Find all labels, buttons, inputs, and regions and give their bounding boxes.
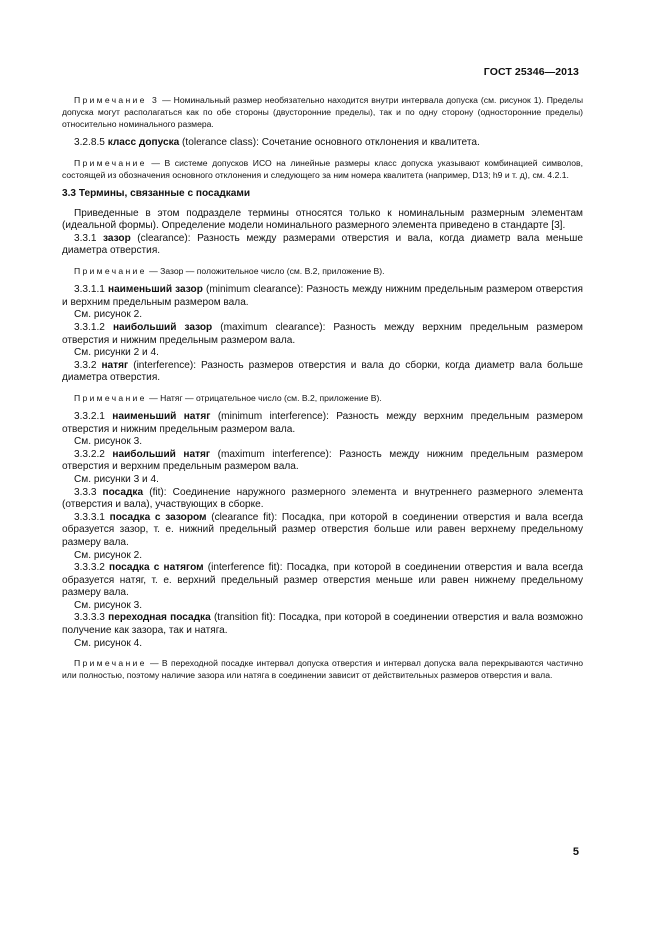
term-3-3-1-2: 3.3.1.2 наибольший зазор (maximum clearance): Разность между верхним предельным размером отверстия и нижним предельным размером вала.	[62, 321, 583, 346]
term-3-2-8-5: 3.2.8.5 класс допуска (tolerance class): Сочетание основного отклонения и квалитета.	[74, 137, 480, 149]
term-3-3-3-2: 3.3.3.2 посадка с натягом (interference fit): Посадка, при которой в соединении отверстия и вала всегда образуется натяг, т. е. верхний предельный размер отверстия меньше или равен нижнему предельному размеру вала.	[62, 562, 584, 599]
figure-reference: См. рисунки 3 и 4.	[74, 473, 159, 485]
term-3-3-2-2: 3.3.2.2 наибольший натяг (maximum interference): Разность между нижним предельным размером отверстия и верхним предельным размером вала.	[62, 448, 584, 473]
term-3-3-2: 3.3.2 натяг (interference): Разность размеров отверстия и вала до сборки, когда диаметр вала больше диаметра отверстия.	[62, 359, 583, 384]
figure-reference: См. рисунок 2.	[74, 549, 143, 561]
section-heading-3-3: 3.3 Термины, связанные с посадками	[62, 188, 251, 200]
term-3-3-3: 3.3.3 посадка (fit): Соединение наружного размерного элемента и внутреннего размерного элемента (отверстия и вала), участвующих в сборке.	[62, 486, 583, 511]
document-header: ГОСТ 25346—2013	[483, 66, 579, 78]
note-transition-fit: Примечание — В переходной посадке интервал допуска отверстия и интервал допуска вала перекрываются частично или полностью, поэтому наличие зазора или натяга в соединении зависит от действительных размеров отверстия и вала.	[62, 658, 584, 681]
note-label: Примечание	[74, 658, 147, 669]
term-3-3-2-1: 3.3.2.1 наименьший натяг (minimum interference): Разность между верхним предельным размером отверстия и нижним предельным размером вала.	[62, 410, 583, 435]
figure-reference: См. рисунок 2.	[74, 309, 143, 321]
note-clearance: Примечание — Зазор — положительное число (см. В.2, приложение В).	[74, 266, 385, 277]
note-3: Примечание 3 — Номинальный размер необязательно находится внутри интервала допуска (см. рисунок 1). Пределы допуска могут располагаться как по обе стороны (двусторонние пределы), так и по одну сторону (односторонние пределы) относительно номинального размера.	[62, 95, 583, 130]
note-label: Примечание 3	[74, 95, 160, 105]
note-label: Примечание	[74, 157, 147, 168]
term-3-3-1-1: 3.3.1.1 наименьший зазор (minimum clearance): Разность между нижним предельным размером отверстия и верхним предельным размером вала.	[62, 284, 583, 308]
note-interference: Примечание — Натяг — отрицательное число (см. В.2, приложение В).	[74, 392, 382, 403]
page-content	[62, 94, 583, 688]
term-3-3-1: 3.3.1 зазор (clearance): Разность между размерами отверстия и вала, когда диаметр вала меньше диаметра отверстия.	[62, 232, 583, 257]
term-3-3-3-1: 3.3.3.1 посадка с зазором (clearance fit): Посадка, при которой в соединении отверстия и вала всегда образуется зазор, т. е. нижний предельный размер отверстия больше или равен верхнему предельному размеру вала.	[62, 511, 583, 548]
figure-reference: См. рисунок 3.	[74, 436, 143, 448]
figure-reference: См. рисунок 4.	[74, 637, 143, 649]
term-3-3-3-3: 3.3.3.3 переходная посадка (transition fit): Посадка, при которой в соединении отверстия и вала возможно получение как зазора, так и натяга.	[62, 612, 583, 637]
note-label: Примечание	[74, 392, 147, 403]
page-number: 5	[572, 846, 579, 858]
note-tolerance-class: Примечание — В системе допусков ИСО на линейные размеры класс допуска указывают комбинацией символов, состоящей из обозначения основного отклонения и следующего за ним номера квалитета (например, D13; h9 и т. д), см. 4.2.1.	[62, 157, 583, 180]
figure-reference: См. рисунок 3.	[74, 599, 143, 611]
note-label: Примечание	[74, 266, 147, 277]
intro-paragraph: Приведенные в этом подразделе термины относятся только к номинальным размерным элементам (идеальной формы). Определение модели номинального размерного элемента приведено в стандарте [3].	[62, 207, 583, 232]
figure-reference: См. рисунки 2 и 4.	[74, 347, 159, 359]
